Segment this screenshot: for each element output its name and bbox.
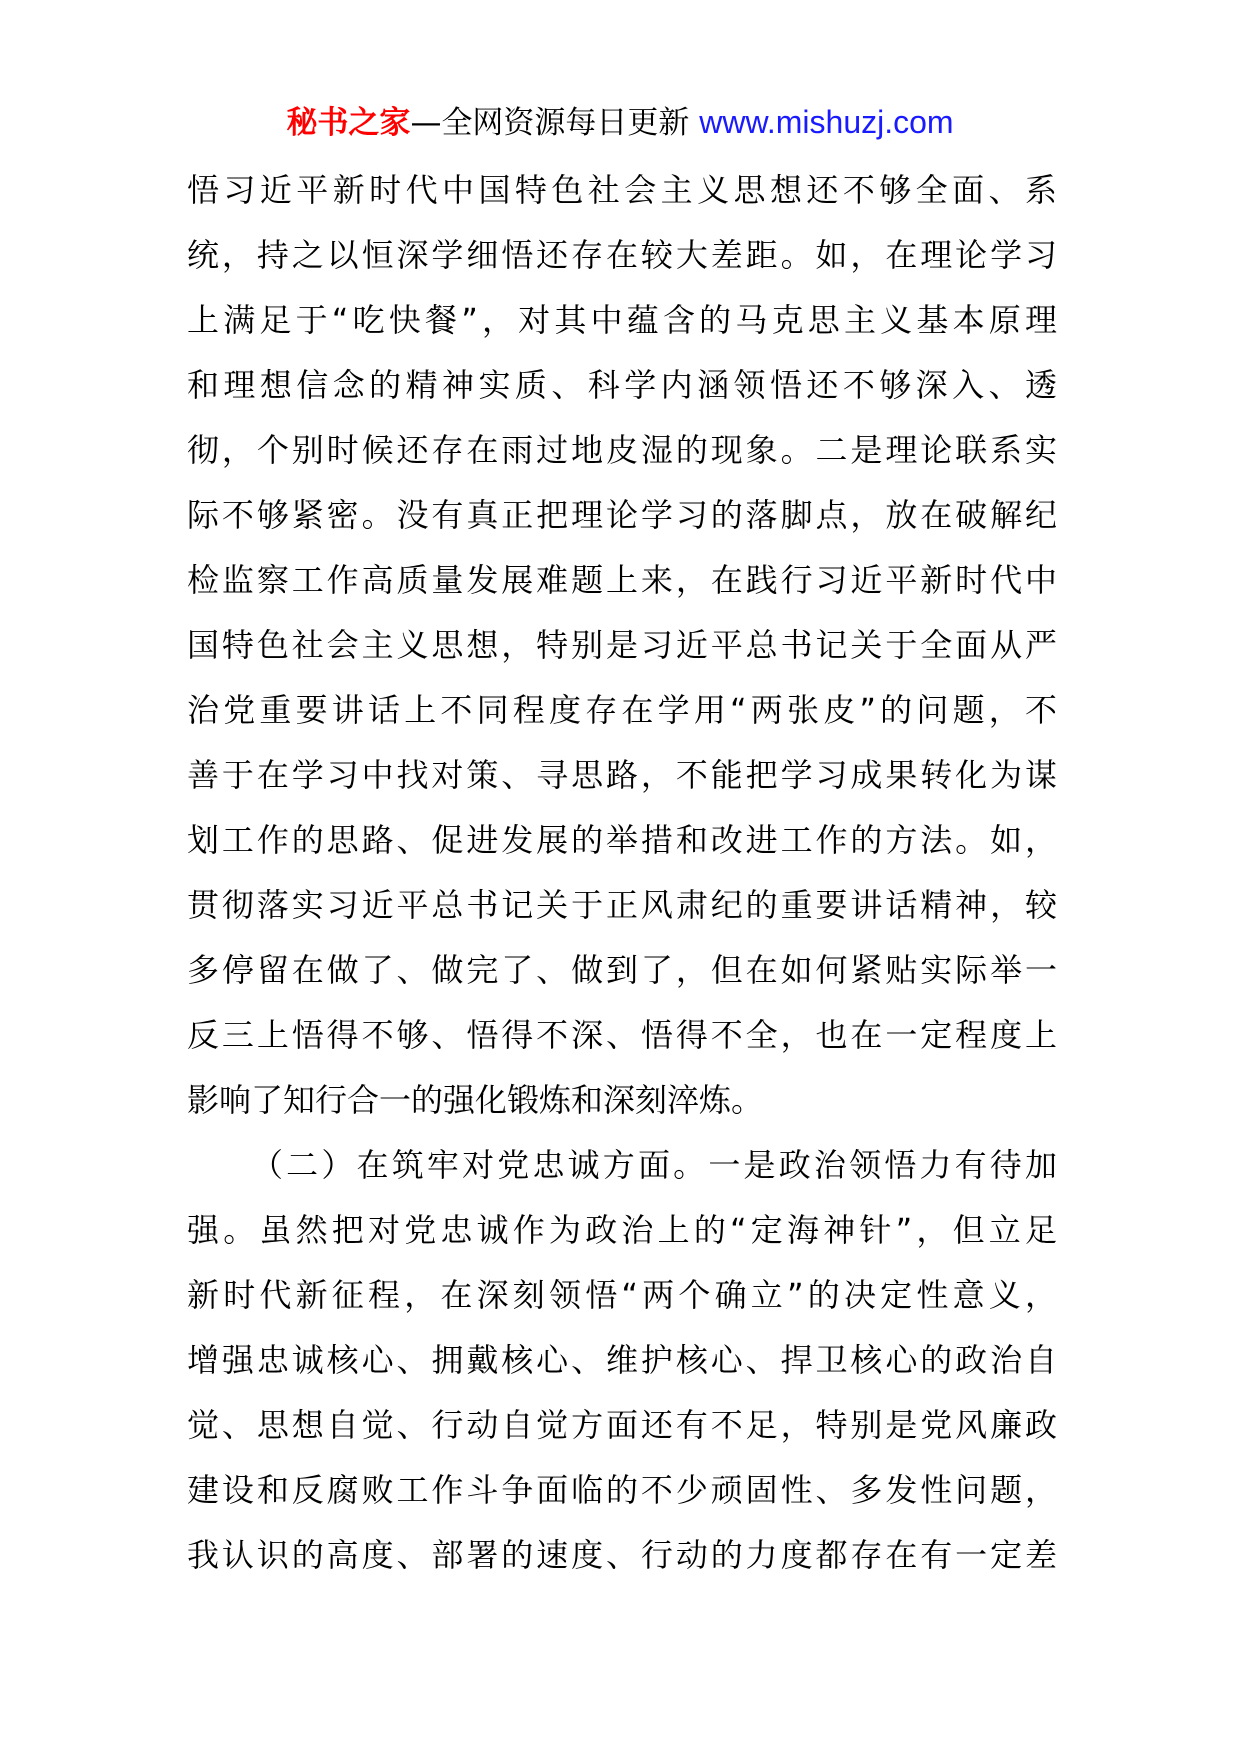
text-line: 统，持之以恒深学细悟还存在较大差距。如，在理论学习 [187, 236, 1057, 274]
text-line: 贯彻落实习近平总书记关于正风肃纪的重要讲话精神，较 [187, 886, 1057, 924]
document-body [187, 158, 1057, 1588]
text-line: 悟习近平新时代中国特色社会主义思想还不够全面、系 [187, 171, 1057, 209]
site-brand: 秘书之家 [286, 105, 411, 141]
text-line: 国特色社会主义思想，特别是习近平总书记关于全面从严 [187, 626, 1057, 664]
text-line: 反三上悟得不够、悟得不深、悟得不全，也在一定程度上 [187, 1016, 1057, 1054]
text-line: 多停留在做了、做完了、做到了，但在如何紧贴实际举一 [187, 951, 1057, 989]
site-url-link[interactable]: www.mishuzj.com [699, 104, 954, 140]
text-line: 我认识的高度、部署的速度、行动的力度都存在有一定差 [187, 1536, 1057, 1574]
text-line: 划工作的思路、促进发展的举措和改进工作的方法。如， [187, 821, 1057, 859]
text-line: 检监察工作高质量发展难题上来，在践行习近平新时代中 [187, 561, 1057, 599]
text-line: 建设和反腐败工作斗争面临的不少顽固性、多发性问题， [187, 1471, 1057, 1509]
text-line: 彻，个别时候还存在雨过地皮湿的现象。二是理论联系实 [187, 431, 1057, 469]
section-heading-line: （二）在筑牢对党忠诚方面。一是政治领悟力有待加 [251, 1146, 1057, 1184]
text-line: 增强忠诚核心、拥戴核心、维护核心、捍卫核心的政治自 [187, 1341, 1057, 1379]
text-line: 新时代新征程，在深刻领悟“两个确立”的决定性意义， [187, 1276, 1057, 1314]
text-line: 和理想信念的精神实质、科学内涵领悟还不够深入、透 [187, 366, 1057, 404]
page-header [0, 102, 1240, 143]
text-line: 觉、思想自觉、行动自觉方面还有不足，特别是党风廉政 [187, 1406, 1057, 1444]
text-line: 强。虽然把对党忠诚作为政治上的“定海神针”，但立足 [187, 1211, 1057, 1249]
site-tagline: —全网资源每日更新 [410, 105, 690, 141]
text-line: 际不够紧密。没有真正把理论学习的落脚点，放在破解纪 [187, 496, 1057, 534]
text-line: 治党重要讲话上不同程度存在学用“两张皮”的问题，不 [187, 691, 1057, 729]
paragraph-end-line: 影响了知行合一的强化锻炼和深刻淬炼。 [187, 1081, 764, 1119]
text-line: 善于在学习中找对策、寻思路，不能把学习成果转化为谋 [187, 756, 1057, 794]
text-line: 上满足于“吃快餐”，对其中蕴含的马克思主义基本原理 [187, 301, 1057, 339]
